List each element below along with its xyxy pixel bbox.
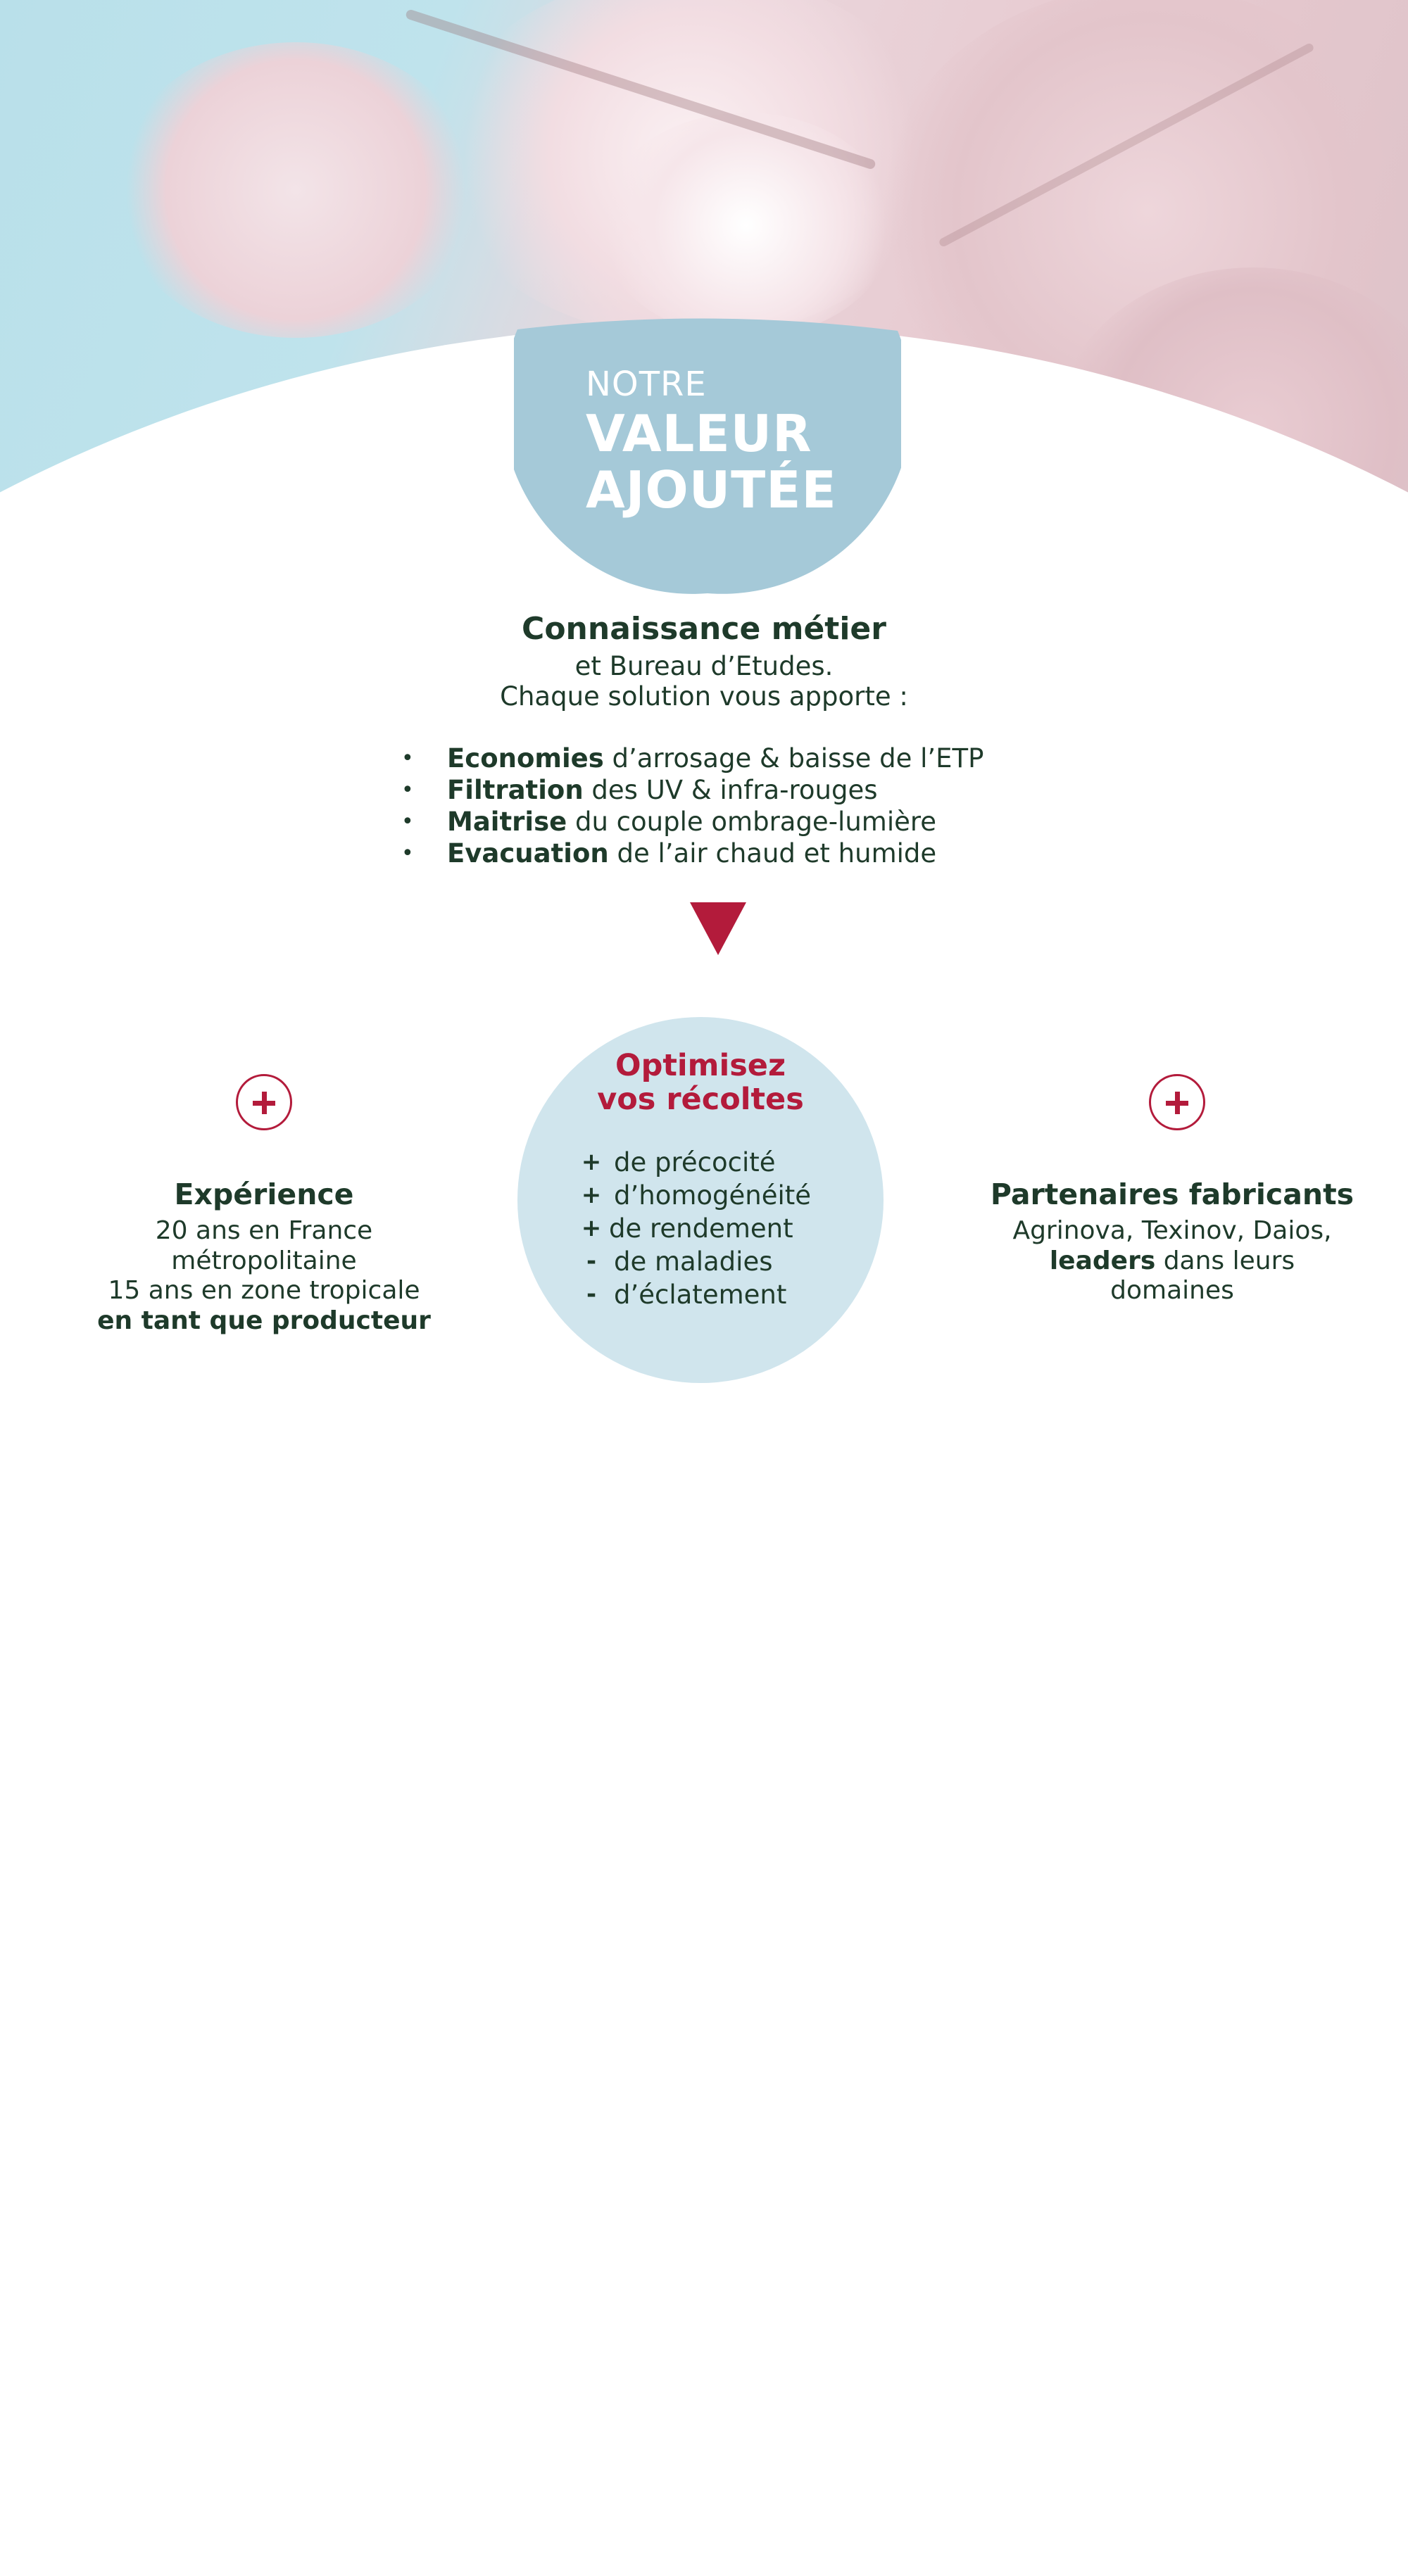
partners-bold: leaders <box>1049 1246 1156 1275</box>
minus-icon: - <box>586 1247 597 1275</box>
triangle-down-icon <box>690 902 746 955</box>
benefit-bold: Evacuation <box>447 838 609 869</box>
optimize-item-text: de rendement <box>609 1213 793 1244</box>
partners-line-1: Agrinova, Texinov, Daios, <box>1012 1216 1332 1246</box>
experience-line-3: 15 ans en zone tropicale <box>108 1276 420 1306</box>
partners-heading: Partenaires fabricants <box>990 1177 1354 1211</box>
blossom-cluster <box>113 42 479 338</box>
plus-circle-icon <box>1149 1074 1205 1130</box>
partners-column <box>950 1179 1394 1306</box>
optimize-item-text: d’homogénéité <box>614 1180 812 1211</box>
benefit-text: du couple ombrage-lumière <box>567 807 937 837</box>
benefit-text: de l’air chaud et humide <box>608 838 937 869</box>
plus-icon: + <box>581 1214 602 1242</box>
plus-circle-icon <box>236 1074 292 1130</box>
experience-line-2: métropolitaine <box>171 1246 357 1275</box>
minus-icon: - <box>586 1280 597 1308</box>
plus-icon: + <box>581 1181 602 1209</box>
title-notre: NOTRE <box>586 365 707 404</box>
title-ajoutee: AJOUTÉE <box>586 460 837 519</box>
intro-heading-wrap <box>0 611 1408 647</box>
optimize-item-text: de maladies <box>614 1246 773 1277</box>
bullet-dot: • <box>401 746 414 771</box>
bullet-dot: • <box>401 841 414 866</box>
experience-column <box>70 1179 458 1336</box>
blossom-cluster <box>598 113 894 338</box>
intro-heading: Connaissance métier <box>522 611 886 647</box>
bullet-dot: • <box>401 778 414 802</box>
bullet-dot: • <box>401 809 414 834</box>
optimize-title-1: Optimisez <box>615 1048 786 1083</box>
benefit-text: d’arrosage & baisse de l’ETP <box>603 743 984 774</box>
optimize-title-2: vos récoltes <box>597 1082 804 1117</box>
benefit-bold: Maitrise <box>447 807 567 837</box>
experience-line-1: 20 ans en France <box>155 1216 373 1246</box>
intro-line-2: Chaque solution vous apporte : <box>500 681 908 712</box>
experience-heading: Expérience <box>174 1177 354 1211</box>
benefit-bold: Filtration <box>447 775 584 805</box>
title-valeur: VALEUR <box>586 404 812 463</box>
partners-text: dans leurs <box>1155 1246 1295 1275</box>
optimize-item-text: de précocité <box>614 1147 776 1177</box>
experience-line-4: en tant que producteur <box>97 1306 431 1335</box>
benefit-bold: Economies <box>447 743 604 774</box>
partners-line-3: domaines <box>1110 1276 1234 1306</box>
partners-line-2 <box>950 1246 1394 1276</box>
benefit-text: des UV & infra-rouges <box>583 775 878 805</box>
plus-icon: + <box>581 1148 602 1176</box>
intro-line-1: et Bureau d’Etudes. <box>574 651 834 681</box>
optimize-item-text: d’éclatement <box>614 1280 787 1310</box>
